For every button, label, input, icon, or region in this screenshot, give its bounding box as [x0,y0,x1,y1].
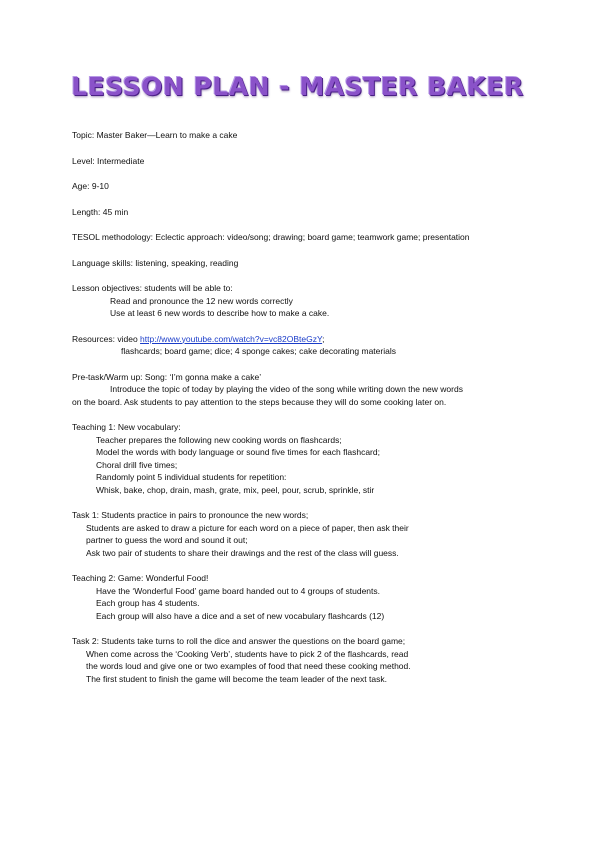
teaching2-section [72,572,532,622]
teaching1-label: Teaching 1: New vocabulary: [72,422,181,432]
teaching1-item: Randomly point 5 individual students for repetition: [96,472,287,482]
task2-label: Task 2: [72,636,99,646]
teaching1-item: Choral drill five times; [96,459,178,470]
teaching2-item: Each group has 4 students. [96,598,200,608]
task1-section [72,509,532,559]
length-line [72,206,532,219]
methodology-value: Eclectic approach: video/song; drawing; board game; teamwork game; presentation [152,232,470,242]
task2-item: the words loud and give one or two examples of food that need these cooking method. [86,661,411,671]
task2-item: The first student to finish the game will become the team leader of the next task. [86,673,387,684]
objectives-section [72,282,532,320]
teaching1-item: Model the words with body language or sound five times for each flashcard; [96,447,380,457]
skills-label: Language skills: [72,257,133,268]
task1-item: Students are asked to draw a picture for each word on a piece of paper, then ask their [86,522,409,533]
resources-materials: flashcards; board game; dice; 4 sponge cakes; cake decorating materials [121,346,396,356]
teaching2-item: Each group will also have a dice and a set of new vocabulary flashcards (12) [96,610,385,621]
resources-suffix: ; [322,333,325,344]
pretask-text: on the board. Ask students to pay attention to the steps because they will do some cooking later on. [72,396,447,407]
task1-item: Ask two pair of students to share their drawings and the rest of the class will guess. [86,547,399,558]
skills-value: listening, speaking, reading [132,257,239,268]
resources-section [72,333,532,358]
level-value: Intermediate [94,155,145,166]
methodology-label: TESOL methodology: [72,232,153,242]
objectives-label: Lesson objectives: [72,283,142,293]
teaching1-section [72,421,532,496]
age-label: Age: [72,181,90,191]
task1-label: Task 1: [72,510,99,520]
pretask-text: Introduce the topic of today by playing the video of the song while writing down the new words [110,384,463,394]
length-label: Length: [72,206,101,217]
topic-value: Master Baker—Learn to make a cake [94,130,238,140]
teaching1-item: Teacher prepares the following new cooking words on flashcards; [96,434,342,445]
age-line [72,180,532,193]
topic-label: Topic: [72,130,95,140]
skills-line [72,257,532,270]
pretask-value: Song: ‘I’m gonna make a cake’ [142,371,262,382]
teaching2-label: Teaching 2: Game: Wonderful Food! [72,573,209,583]
age-value: 9-10 [89,181,109,191]
topic-line [72,129,532,142]
pretask-label: Pre-task/Warm up: [72,371,143,382]
objective-item: Use at least 6 new words to describe how to make a cake. [110,308,330,318]
task2-item: When come across the ‘Cooking Verb’, students have to pick 2 of the flashcards, read [86,648,409,659]
objective-item: Read and pronounce the 12 new words correctly [110,295,293,306]
level-label: Level: [72,155,95,166]
length-value: 45 min [100,206,129,217]
level-line [72,155,532,168]
task1-value: Students practice in pairs to pronounce the new words; [98,510,309,520]
vocabulary-list: Whisk, bake, chop, drain, mash, grate, mix, peel, pour, scrub, sprinkle, stir [96,484,375,495]
page-title: LESSON PLAN - MASTER BAKER [71,72,524,101]
task1-item: partner to guess the word and sound it out; [86,535,248,545]
task2-value: Students take turns to roll the dice and answer the questions on the board game; [98,636,406,646]
pretask-section [72,371,532,409]
resources-label: Resources: [72,333,115,344]
video-link[interactable]: http://www.youtube.com/watch?v=vc82OBteGzY [140,333,323,344]
task2-section [72,635,532,685]
teaching2-item: Have the ‘Wonderful Food’ game board handed out to 4 groups of students. [96,585,380,596]
resources-prefix: video [115,333,141,344]
methodology-line [72,231,532,244]
objectives-value: students will be able to: [141,283,233,293]
lesson-plan-body [72,129,532,698]
